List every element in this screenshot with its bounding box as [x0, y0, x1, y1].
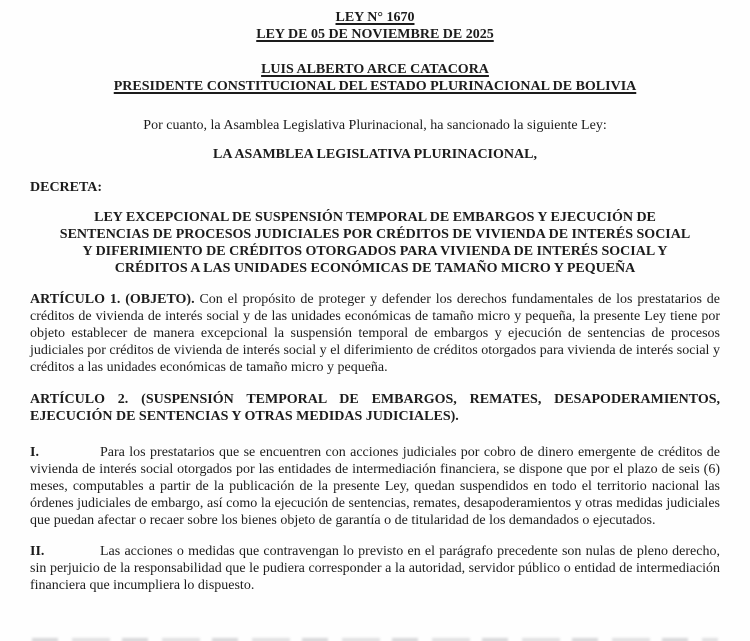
article-1-body: Con el propósito de proteger y defender los derechos fundamentales de los prestatarios de créditos de vivienda de interés social y de las unidades económicas de tamaño micro y pequeña, la presente Ley tiene por objeto establecer de manera excepcional la suspensión temporal de embargos y ejecución de sentencias de procesos judiciales por créditos de vivienda de interés social y el diferimiento de créditos otorgados para vivienda de interés social y créditos a las unidades económicas de tamaño micro y pequeña. — [30, 292, 720, 375]
signatory-block — [30, 61, 720, 95]
law-date: LEY DE 05 DE NOVIEMBRE DE 2025 — [256, 27, 494, 42]
article-1 — [30, 291, 720, 376]
law-header — [30, 9, 720, 43]
article-2-paragraph-2 — [30, 543, 720, 594]
paragraph-text: Las acciones o medidas que contravengan lo previsto en el parágrafo precedente son nulas de pleno derecho, sin perjuicio de la responsabilidad que le pudiera corresponder a la autoridad, servidor público o entidad de intermediación financiera que incumpliera lo dispuesto. — [30, 544, 720, 593]
paragraph-text: Para los prestatarios que se encuentren con acciones judiciales por cobro de dinero emergente de créditos de vivienda de interés social otorgados por las entidades de intermediación financiera, se dispone que por el plazo de seis (6) meses, computables a partir de la publicación de la presente Ley, quedan suspendidos en todo el territorio nacional las órdenes judiciales de embargo, así como la ejecución de sentencias, remates, desapoderamientos y otras medidas judiciales que puedan afectar o recaer sobre los bienes objeto de garantía o de titularidad de los demandados o ejecutados. — [30, 445, 720, 528]
paragraph-numeral: I. — [30, 445, 39, 460]
assembly-heading: LA ASAMBLEA LEGISLATIVA PLURINACIONAL, — [213, 147, 537, 162]
president-name: LUIS ALBERTO ARCE CATACORA — [261, 62, 489, 77]
paragraph-numeral: II. — [30, 544, 45, 559]
law-title — [30, 209, 720, 277]
law-title-line: Y DIFERIMIENTO DE CRÉDITOS OTORGADOS PARA VIVIENDA DE INTERÉS SOCIAL Y — [82, 244, 668, 259]
article-2-heading: ARTÍCULO 2. (SUSPENSIÓN TEMPORAL DE EMBARGOS, REMATES, DESAPODERAMIENTOS, EJECUCIÓN DE SENTENCIAS Y OTRAS MEDIDAS JUDICIALES). — [30, 392, 720, 424]
law-title-line: LEY EXCEPCIONAL DE SUSPENSIÓN TEMPORAL DE EMBARGOS Y EJECUCIÓN DE — [94, 210, 656, 225]
article-1-label: ARTÍCULO 1. (OBJETO). — [30, 292, 195, 307]
article-2-paragraph-1 — [30, 444, 720, 529]
law-title-line: SENTENCIAS DE PROCESOS JUDICIALES POR CRÉDITOS DE VIVIENDA DE INTERÉS SOCIAL — [59, 227, 691, 242]
decree-label: DECRETA: — [30, 180, 103, 195]
law-title-line: CRÉDITOS A LAS UNIDADES ECONÓMICAS DE TAMAÑO MICRO Y PEQUEÑA — [114, 261, 636, 276]
president-title: PRESIDENTE CONSTITUCIONAL DEL ESTADO PLURINACIONAL DE BOLIVIA — [113, 79, 637, 94]
preamble-text: Por cuanto, la Asamblea Legislativa Plurinacional, ha sancionado la siguiente Ley: — [143, 118, 607, 133]
law-number: LEY N° 1670 — [335, 10, 415, 25]
